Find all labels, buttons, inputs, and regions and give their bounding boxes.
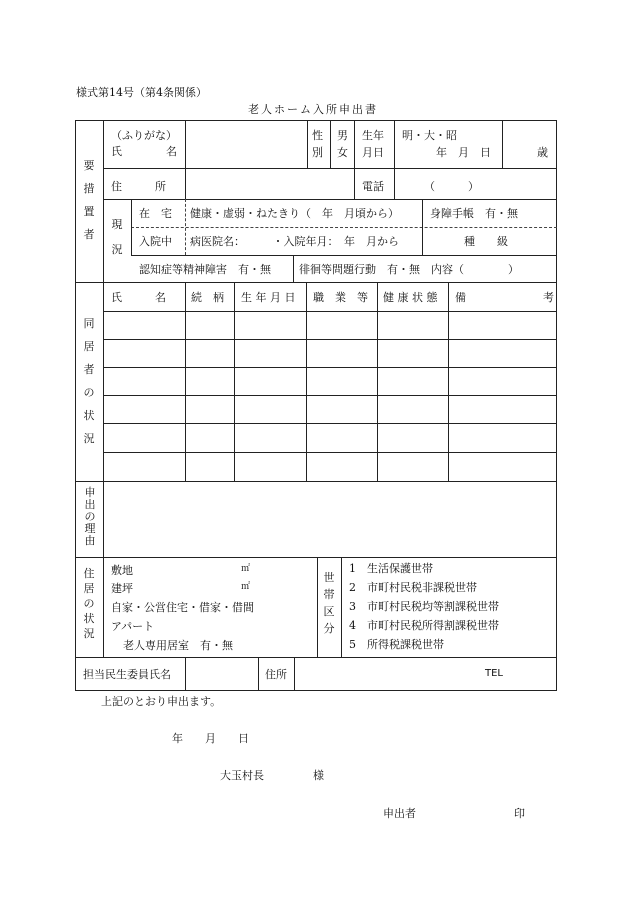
household-col-name: 氏 名 — [111, 291, 166, 304]
household-side-label: 同 居 者 の 状 況 — [83, 317, 95, 445]
statement: 上記のとおり申出ます。 — [101, 695, 222, 708]
age-unit: 歳 — [537, 146, 548, 159]
household-col-occupation: 職 業 等 — [313, 291, 368, 304]
form-number: 様式第14号（第4条関係） — [76, 86, 207, 99]
sex-label-bottom: 別 — [312, 146, 323, 159]
at-home-value: 健康・虚弱・ねたきり（ 年 月頃から） — [190, 207, 399, 220]
category-item: 3 市町村民税均等割課税世帯 — [349, 600, 499, 613]
commissioner-address-label: 住所 — [265, 668, 287, 681]
name-label: 氏 名 — [111, 145, 177, 158]
site-unit: ㎡ — [241, 564, 251, 574]
wander-label: 徘徊等問題行動 有・無 内容（ ） — [299, 263, 519, 276]
address-label: 住 所 — [111, 180, 166, 193]
household-col-health: 健 康 状 態 — [383, 291, 438, 304]
housing-type-line2: アパート — [111, 620, 155, 633]
sex-label-top: 性 — [312, 129, 323, 142]
grade-label: 種 級 — [464, 235, 508, 248]
era-label: 明・大・昭 — [402, 129, 457, 142]
dementia-label: 認知症等精神障害 有・無 — [139, 263, 271, 276]
phone-label: 電話 — [362, 180, 384, 193]
birth-label-bottom: 月日 — [362, 146, 384, 159]
category-item: 4 市町村民税所得割課税世帯 — [349, 619, 499, 632]
category-item: 1 生活保護世帯 — [349, 562, 433, 575]
at-home-label: 在 宅 — [139, 207, 172, 220]
sex-male: 男 — [337, 129, 348, 142]
date-line: 年 月 日 — [172, 732, 249, 745]
furigana-label: （ふりがな） — [111, 129, 177, 142]
hospital-label: 入院中 — [139, 235, 172, 248]
household-col-remarks: 備 考 — [455, 291, 554, 304]
seal-mark: 印 — [514, 807, 525, 820]
hospital-value: 病医院名： ・入院年月： 年 月から — [190, 235, 399, 248]
household-category-side-label: 世 帯 区 分 — [323, 571, 335, 635]
disability-label: 身障手帳 有・無 — [430, 207, 518, 220]
elderly-room-label: 老人専用居室 有・無 — [123, 639, 233, 652]
phone-paren: （ ） — [424, 180, 479, 193]
reason-side-label: 申 出 の 理 由 — [84, 486, 96, 547]
category-item: 5 所得税課税世帯 — [349, 638, 444, 651]
birth-ymd: 年 月 日 — [436, 146, 491, 159]
floor-label: 建坪 — [111, 582, 133, 595]
commissioner-name-label: 担当民生委員氏名 — [83, 668, 171, 681]
category-item: 2 市町村民税非課税世帯 — [349, 581, 477, 594]
floor-unit: ㎡ — [241, 582, 251, 592]
page-title: 老人ホーム入所申出書 — [248, 103, 378, 116]
commissioner-tel-label: TEL — [485, 668, 503, 679]
housing-type-line1: 自家・公営住宅・借家・借間 — [111, 601, 254, 614]
addressee: 大玉村長 — [220, 769, 264, 782]
site-label: 敷地 — [111, 564, 133, 577]
honorific: 様 — [313, 769, 324, 782]
status-side-label: 現 況 — [111, 218, 123, 256]
applicant-label: 申出者 — [383, 807, 416, 820]
household-col-relation: 続 柄 — [191, 291, 224, 304]
birth-label-top: 生年 — [362, 129, 384, 142]
household-col-birth: 生 年 月 日 — [241, 291, 296, 304]
housing-side-label: 住 居 の 状 況 — [83, 567, 95, 640]
applicant-side-label: 要 措 置 者 — [83, 159, 95, 241]
sex-female: 女 — [337, 146, 348, 159]
